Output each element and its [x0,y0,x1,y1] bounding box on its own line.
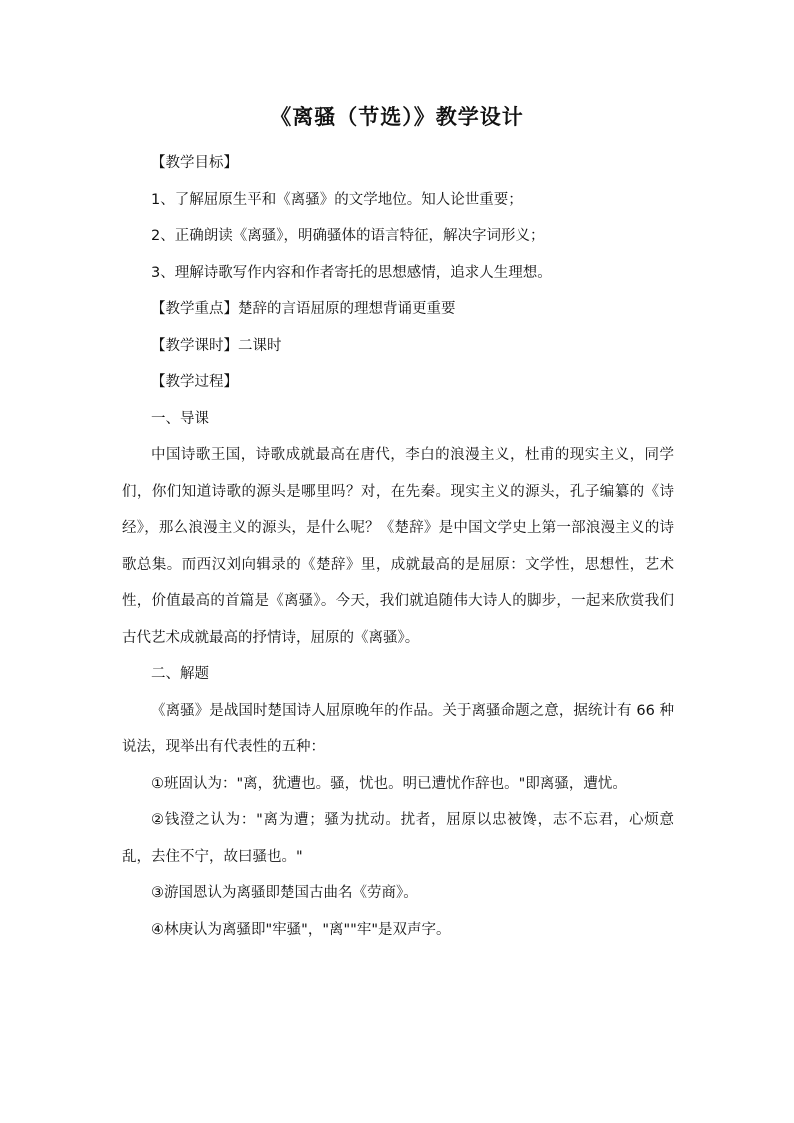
goal-item-3: 3、理解诗歌写作内容和作者寄托的思想感情，追求人生理想。 [151,264,552,281]
section-title-explain-intro: 《离骚》是战国时楚国诗人屈原晚年的作品。关于离骚命题之意，据统计有 66 种说法，现举出有代表性的五种： [122,702,674,755]
interpretation-item-4: ④林庚认为离骚即"牢骚"，"离""牢"是双声字。 [151,921,451,938]
goals-header: 【教学目标】 [151,155,238,171]
teaching-focus: 【教学重点】楚辞的言语屈原的理想背诵更重要 [151,301,456,317]
document-body [122,145,674,948]
teaching-hours: 【教学课时】二课时 [151,337,282,354]
section-title-explain-title: 二、解题 [151,666,209,682]
section-intro-body: 中国诗歌王国，诗歌成就最高在唐代，李白的浪漫主义，杜甫的现实主义，同学们，你们知道诗歌的源头是哪里吗？对，在先秦。现实主义的源头，孔子编纂的《诗经》，那么浪漫主义的源头，是什么呢？《楚辞》是中国文学史上第一部浪漫主义的诗歌总集。而西汉刘向辑录的《楚辞》里，成就最高的是屈原：文学性，思想性，艺术性，价值最高的首篇是《离骚》。今天，我们就追随伟大诗人的脚步，一起来欣赏我们古代艺术成就最高的抒情诗，屈原的《离骚》。 [122,447,674,646]
document-title: 《离骚（节选）》教学设计 [270,104,524,129]
goal-item-1: 1、了解屈原生平和《离骚》的文学地位。知人论世重要； [151,191,523,208]
interpretation-item-2: ②钱澄之认为："离为遭；骚为扰动。扰者，屈原以忠被馋，志不忘君，心烦意乱，去住不宁，故曰骚也。" [122,812,674,865]
section-intro-title: 一、导课 [151,410,209,427]
process-header: 【教学过程】 [151,374,238,390]
interpretation-item-3: ③游国恩认为离骚即楚国古曲名《劳商》。 [151,885,418,901]
interpretation-item-1: ①班固认为："离，犹遭也。骚，忧也。明已遭忧作辞也。"即离骚，遭忧。 [151,775,627,792]
goal-item-2: 2、正确朗读《离骚》，明确骚体的语言特征，解决字词形义； [151,228,545,244]
